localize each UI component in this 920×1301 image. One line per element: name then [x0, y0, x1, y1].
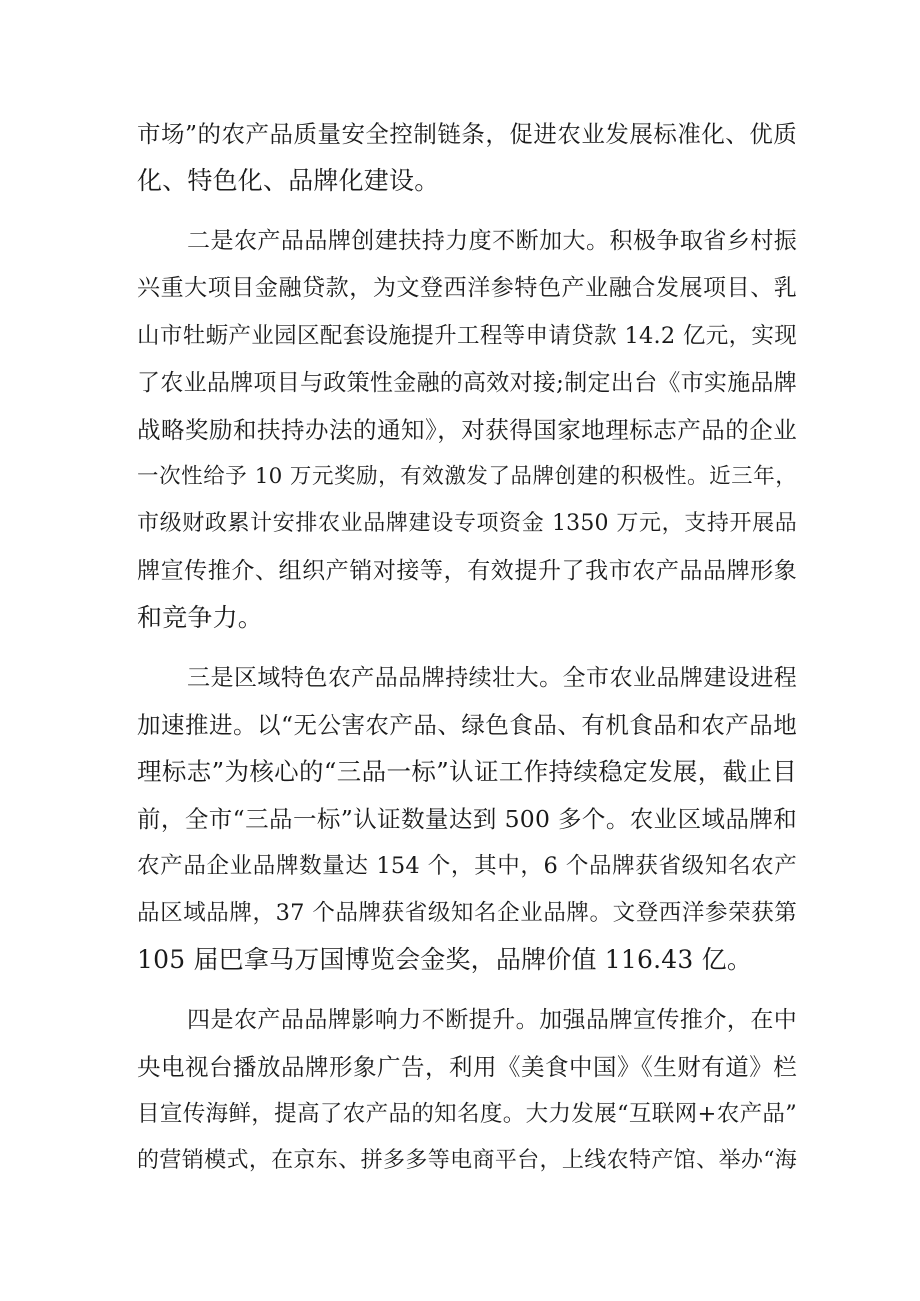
text-line: 和竞争力。 [137, 603, 264, 632]
text-line: 农产品企业品牌数量达 154 个，其中，6 个品牌获省级知名农产 [137, 853, 797, 879]
text-line: 前，全市“三品一标”认证数量达到 500 多个。农业区域品牌和 [137, 805, 797, 833]
text-line: 山市牡蛎产业园区配套设施提升工程等申请贷款 14.2 亿元，实现 [137, 323, 797, 349]
text-line: 牌宣传推介、组织产销对接等，有效提升了我市农产品品牌形象 [137, 558, 797, 584]
text-line: 了农业品牌项目与政策性金融的高效对接;制定出台《市实施品牌 [137, 370, 797, 396]
text-line: 兴重大项目金融贷款，为文登西洋参特色产业融合发展项目、乳 [137, 275, 797, 301]
text-line: 加速推进。以“无公害农产品、绿色食品、有机食品和农产品地 [137, 711, 797, 739]
text-line: 目宣传海鲜，提高了农产品的知名度。大力发展“互联网+农产品” [137, 1101, 797, 1127]
paragraph-heading-line: 二是农产品品牌创建扶持力度不断加大。积极争取省乡村振 [187, 228, 797, 254]
paragraph-heading-line: 四是农产品品牌影响力不断提升。加强品牌宣传推介，在中 [187, 1007, 797, 1033]
paragraph-heading-line: 三是区域特色农产品品牌持续壮大。全市农业品牌建设进程 [187, 665, 797, 691]
text-line: 央电视台播放品牌形象广告，利用《美食中国》《生财有道》栏 [137, 1053, 797, 1081]
text-line: 一次性给予 10 万元奖励，有效激发了品牌创建的积极性。近三年， [137, 464, 797, 489]
text-line: 理标志”为核心的“三品一标”认证工作持续稳定发展，截止目 [137, 757, 797, 786]
text-line: 的营销模式，在京东、拼多多等电商平台，上线农特产馆、举办“海 [137, 1148, 797, 1173]
text-line: 市场”的农产品质量安全控制链条，促进农业发展标准化、优质 [137, 120, 797, 148]
text-line: 品区域品牌，37 个品牌获省级知名企业品牌。文登西洋参荣获第 [137, 900, 797, 926]
text-line: 战略奖励和扶持办法的通知》，对获得国家地理标志产品的企业 [137, 416, 797, 444]
text-line: 化、特色化、品牌化建设。 [137, 166, 440, 195]
text-line: 市级财政累计安排农业品牌建设专项资金 1350 万元，支持开展品 [137, 511, 797, 536]
text-line: 105 届巴拿马万国博览会金奖，品牌价值 116.43 亿。 [137, 945, 753, 974]
